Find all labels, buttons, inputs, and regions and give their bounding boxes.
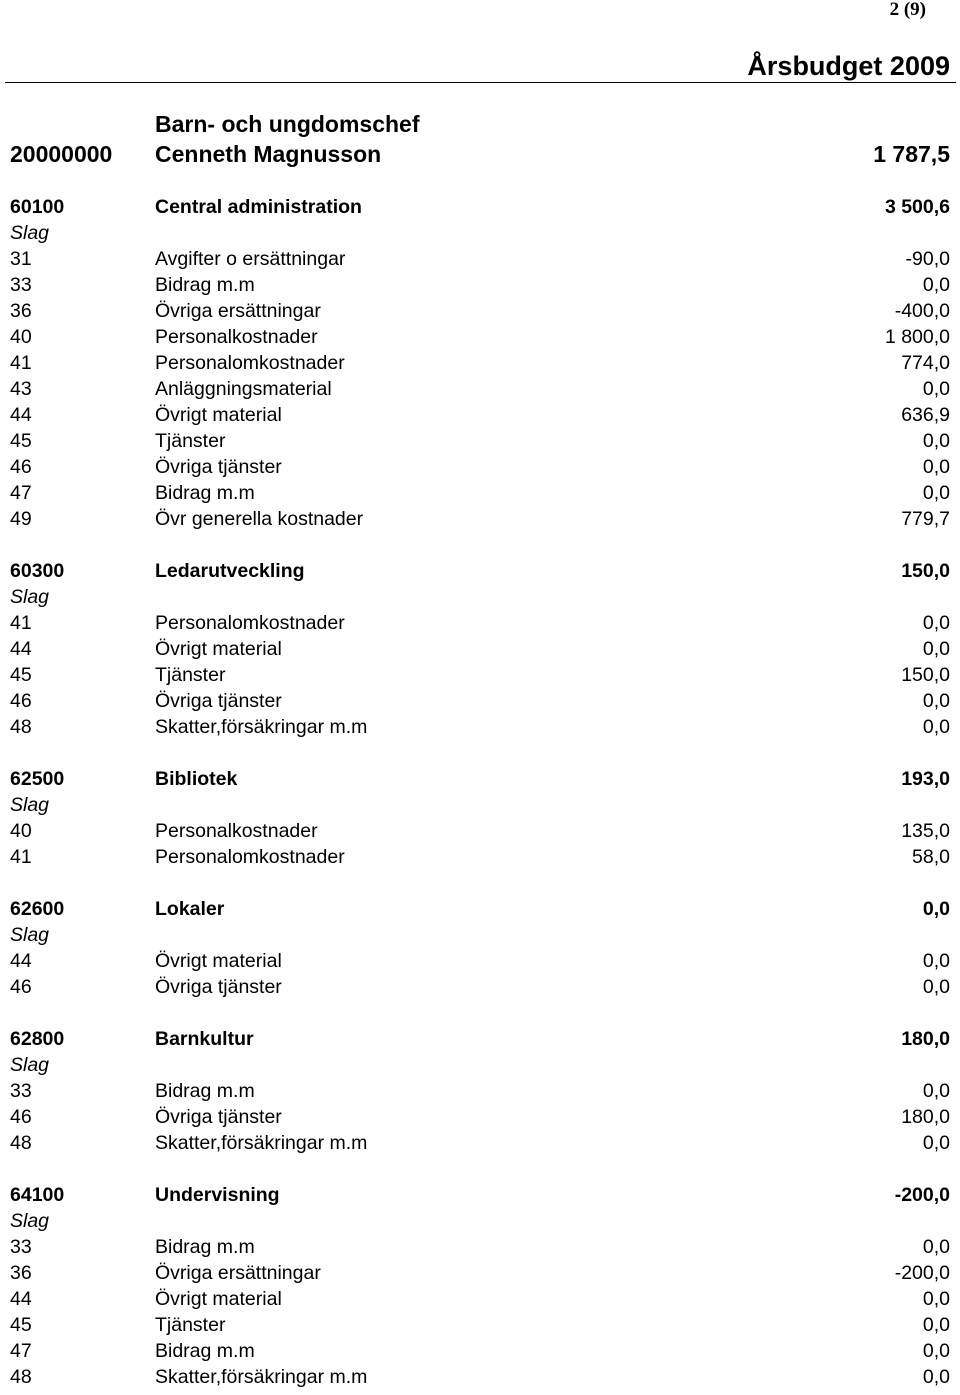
account-code: 48 — [10, 1132, 32, 1154]
account-code: 47 — [10, 482, 32, 504]
account-name: Bidrag m.m — [155, 482, 255, 504]
account-code: 33 — [10, 274, 32, 296]
slag-label: Slag — [10, 794, 50, 816]
account-name: Övriga tjänster — [155, 976, 282, 998]
table-row — [10, 402, 950, 428]
account-code: 36 — [10, 1262, 32, 1284]
table-row — [10, 298, 950, 324]
account-value: 636,9 — [901, 404, 950, 426]
section-name: Bibliotek — [155, 768, 238, 790]
account-value: 0,0 — [922, 1080, 950, 1102]
account-name: Övriga ersättningar — [155, 1262, 321, 1284]
account-value: 0,0 — [922, 482, 950, 504]
section-spacer — [10, 1156, 950, 1182]
title-divider — [5, 82, 956, 83]
section-header-row — [10, 896, 950, 922]
account-code: 45 — [10, 1314, 32, 1336]
account-value: 0,0 — [922, 690, 950, 712]
section-total: 3 500,6 — [884, 196, 950, 218]
account-value: 0,0 — [922, 1340, 950, 1362]
account-code: 49 — [10, 508, 32, 530]
account-code: 44 — [10, 950, 32, 972]
section-header-row — [10, 1182, 950, 1208]
account-code: 41 — [10, 352, 32, 374]
account-name: Övrigt material — [155, 950, 282, 972]
slag-label: Slag — [10, 924, 50, 946]
section-total: 150,0 — [901, 560, 950, 582]
table-row — [10, 844, 950, 870]
account-code: 33 — [10, 1080, 32, 1102]
department-manager: Cenneth Magnusson — [155, 141, 382, 167]
table-row — [10, 1364, 950, 1390]
account-value: 0,0 — [922, 1288, 950, 1310]
section-name: Central administration — [155, 196, 362, 218]
account-name: Övr generella kostnader — [155, 508, 364, 530]
account-name: Övrigt material — [155, 638, 282, 660]
account-code: 46 — [10, 690, 32, 712]
section-total: 193,0 — [901, 768, 950, 790]
section-total: -200,0 — [894, 1184, 950, 1206]
section-code: 60100 — [10, 196, 65, 218]
account-code: 46 — [10, 1106, 32, 1128]
account-code: 44 — [10, 638, 32, 660]
account-code: 48 — [10, 1366, 32, 1388]
account-value: 58,0 — [912, 846, 950, 868]
table-row — [10, 246, 950, 272]
department-total: 1 787,5 — [873, 141, 950, 167]
account-value: 0,0 — [922, 716, 950, 738]
section-code: 62800 — [10, 1028, 65, 1050]
account-value: 1 800,0 — [884, 326, 950, 348]
account-code: 46 — [10, 976, 32, 998]
section-header-row — [10, 766, 950, 792]
section-code: 62600 — [10, 898, 65, 920]
slag-label: Slag — [10, 1054, 50, 1076]
account-name: Personalomkostnader — [155, 352, 345, 374]
account-code: 44 — [10, 1288, 32, 1310]
table-row — [10, 324, 950, 350]
account-name: Personalomkostnader — [155, 612, 345, 634]
section-spacer — [10, 532, 950, 558]
account-name: Tjänster — [155, 1314, 226, 1336]
section-code: 62500 — [10, 768, 65, 790]
account-name: Övriga tjänster — [155, 456, 282, 478]
account-name: Anläggningsmaterial — [155, 378, 332, 400]
account-value: -400,0 — [894, 300, 950, 322]
slag-label-row — [10, 1208, 950, 1234]
section-header-row — [10, 558, 950, 584]
account-name: Personalkostnader — [155, 326, 318, 348]
table-row — [10, 480, 950, 506]
account-name: Övrigt material — [155, 1288, 282, 1310]
account-name: Tjänster — [155, 430, 226, 452]
section-spacer — [10, 870, 950, 896]
account-name: Bidrag m.m — [155, 1340, 255, 1362]
table-row — [10, 636, 950, 662]
account-name: Bidrag m.m — [155, 274, 255, 296]
account-code: 41 — [10, 846, 32, 868]
account-value: 0,0 — [922, 430, 950, 452]
section-spacer — [10, 1000, 950, 1026]
account-value: 0,0 — [922, 950, 950, 972]
account-code: 46 — [10, 456, 32, 478]
slag-label-row — [10, 792, 950, 818]
account-value: 0,0 — [922, 612, 950, 634]
account-code: 45 — [10, 664, 32, 686]
section-total: 180,0 — [901, 1028, 950, 1050]
slag-label-row — [10, 922, 950, 948]
account-name: Tjänster — [155, 664, 226, 686]
department-header-row — [10, 140, 950, 168]
account-code: 36 — [10, 300, 32, 322]
slag-label-row — [10, 584, 950, 610]
account-value: 0,0 — [922, 1314, 950, 1336]
table-row — [10, 428, 950, 454]
account-name: Personalkostnader — [155, 820, 318, 842]
slag-label: Slag — [10, 586, 50, 608]
table-row — [10, 948, 950, 974]
table-row — [10, 1078, 950, 1104]
section-code: 60300 — [10, 560, 65, 582]
account-value: 779,7 — [901, 508, 950, 530]
account-value: 0,0 — [922, 1366, 950, 1388]
table-row — [10, 1312, 950, 1338]
section-code: 64100 — [10, 1184, 65, 1206]
account-value: 0,0 — [922, 274, 950, 296]
table-row — [10, 506, 950, 532]
account-name: Skatter,försäkringar m.m — [155, 1366, 368, 1388]
account-code: 31 — [10, 248, 32, 270]
budget-table — [10, 194, 950, 1390]
account-value: 135,0 — [901, 820, 950, 842]
page-number: 2 (9) — [889, 0, 926, 20]
account-name: Övriga tjänster — [155, 1106, 282, 1128]
account-name: Skatter,försäkringar m.m — [155, 716, 368, 738]
slag-label: Slag — [10, 1210, 50, 1232]
table-row — [10, 454, 950, 480]
account-code: 33 — [10, 1236, 32, 1258]
slag-label: Slag — [10, 222, 50, 244]
account-name: Övrigt material — [155, 404, 282, 426]
section-header-row — [10, 194, 950, 220]
account-value: 150,0 — [901, 664, 950, 686]
table-row — [10, 688, 950, 714]
document-title: Årsbudget 2009 — [747, 51, 950, 81]
account-name: Övriga tjänster — [155, 690, 282, 712]
account-code: 47 — [10, 1340, 32, 1362]
account-name: Personalomkostnader — [155, 846, 345, 868]
table-row — [10, 1104, 950, 1130]
table-row — [10, 818, 950, 844]
section-name: Ledarutveckling — [155, 560, 305, 582]
department-code: 20000000 — [10, 141, 113, 167]
account-code: 44 — [10, 404, 32, 426]
account-value: 0,0 — [922, 976, 950, 998]
account-value: -200,0 — [894, 1262, 950, 1284]
table-row — [10, 376, 950, 402]
account-value: 774,0 — [901, 352, 950, 374]
slag-label-row — [10, 220, 950, 246]
table-row — [10, 974, 950, 1000]
account-value: 180,0 — [901, 1106, 950, 1128]
account-value: 0,0 — [922, 378, 950, 400]
section-name: Lokaler — [155, 898, 225, 920]
table-row — [10, 1338, 950, 1364]
account-code: 43 — [10, 378, 32, 400]
account-code: 45 — [10, 430, 32, 452]
account-code: 40 — [10, 326, 32, 348]
account-value: 0,0 — [922, 1132, 950, 1154]
account-code: 40 — [10, 820, 32, 842]
table-row — [10, 714, 950, 740]
account-name: Bidrag m.m — [155, 1080, 255, 1102]
section-spacer — [10, 740, 950, 766]
table-row — [10, 1286, 950, 1312]
table-row — [10, 350, 950, 376]
table-row — [10, 1260, 950, 1286]
account-value: 0,0 — [922, 456, 950, 478]
table-row — [10, 1234, 950, 1260]
account-name: Övriga ersättningar — [155, 300, 321, 322]
account-code: 41 — [10, 612, 32, 634]
table-row — [10, 272, 950, 298]
account-value: 0,0 — [922, 638, 950, 660]
section-name: Undervisning — [155, 1184, 280, 1206]
table-row — [10, 662, 950, 688]
account-code: 48 — [10, 716, 32, 738]
account-name: Avgifter o ersättningar — [155, 248, 346, 270]
section-name: Barnkultur — [155, 1028, 254, 1050]
department-title: Barn- och ungdomschef — [155, 111, 420, 137]
account-name: Skatter,försäkringar m.m — [155, 1132, 368, 1154]
account-value: 0,0 — [922, 1236, 950, 1258]
account-name: Bidrag m.m — [155, 1236, 255, 1258]
section-header-row — [10, 1026, 950, 1052]
account-value: -90,0 — [905, 248, 950, 270]
section-total: 0,0 — [922, 898, 950, 920]
slag-label-row — [10, 1052, 950, 1078]
table-row — [10, 1130, 950, 1156]
table-row — [10, 610, 950, 636]
